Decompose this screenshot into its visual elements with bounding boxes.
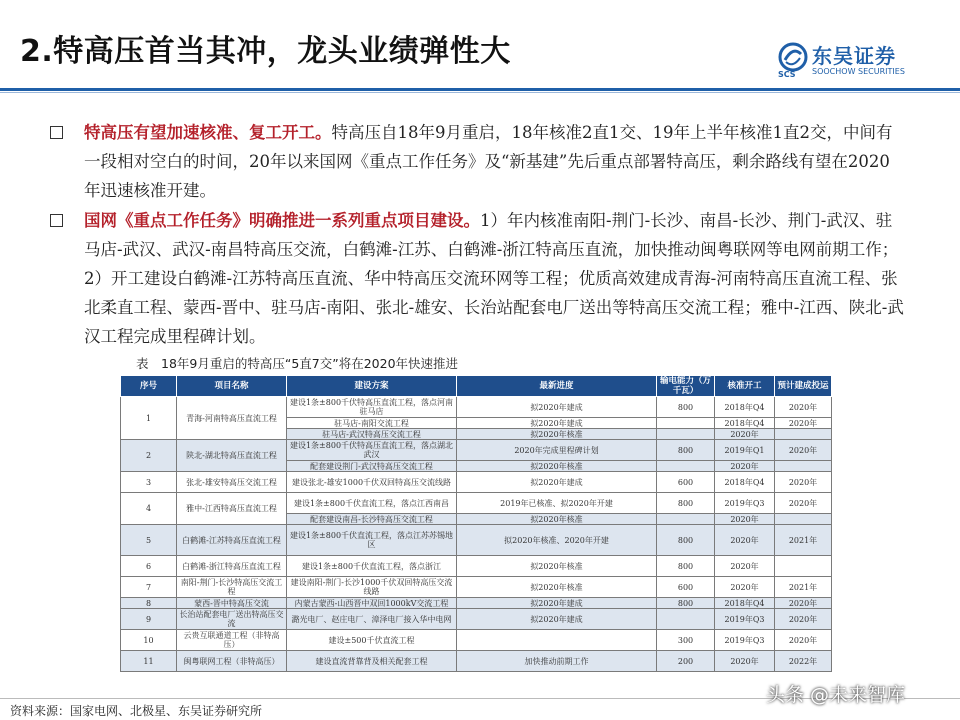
cell-finish [775,429,832,440]
cell-name: 长治站配套电厂送出特高压交流 [177,609,287,630]
table-row [121,556,832,577]
cell-cap [657,418,715,429]
cell-cap: 200 [657,651,715,672]
cell-no: 7 [121,577,177,598]
cell-name: 云贵互联通道工程（非特高压） [177,630,287,651]
table-header-row [121,376,832,397]
project-table [120,375,832,672]
cell-plan: 建设张北-雄安1000千伏双回特高压交流线路 [287,472,457,493]
cell-start: 2020年 [715,461,775,472]
cell-progress: 拟2020年建成 [457,609,657,630]
cell-plan: 内蒙古蒙西-山西晋中双回1000kV交流工程 [287,598,457,609]
cell-cap [657,461,715,472]
cell-progress: 拟2020年核准 [457,429,657,440]
cell-start: 2018年Q4 [715,418,775,429]
cell-finish: 2020年 [775,609,832,630]
cell-no: 1 [121,397,177,440]
cell-finish [775,514,832,525]
cell-plan: 建设1条±800千伏直流工程，落点江西南昌 [287,493,457,514]
col-header: 输电能力（万千瓦） [657,376,715,397]
cell-plan: 建设1条±800千伏特高压直流工程，落点河南驻马店 [287,397,457,418]
cell-plan: 建设±500千伏直流工程 [287,630,457,651]
cell-plan: 驻马店-武汉特高压交流工程 [287,429,457,440]
cell-finish: 2021年 [775,577,832,598]
cell-progress: 拟2020年核准 [457,514,657,525]
cell-finish: 2020年 [775,397,832,418]
cell-start: 2018年Q4 [715,472,775,493]
cell-plan: 建设1条±800千伏特高压直流工程，落点湖北武汉 [287,440,457,461]
cell-finish: 2020年 [775,472,832,493]
cell-cap: 800 [657,556,715,577]
bullet-paragraph-2 [84,206,904,351]
cell-no: 9 [121,609,177,630]
col-header: 项目名称 [177,376,287,397]
cell-start: 2020年 [715,514,775,525]
cell-cap [657,609,715,630]
table-row [121,397,832,418]
bullet-square-icon [50,214,63,227]
cell-plan: 建设南阳-荆门-长沙1000千伏双回特高压交流线路 [287,577,457,598]
cell-name: 张北-雄安特高压交流工程 [177,472,287,493]
watermark: 头条 @未来智库 [766,684,906,706]
cell-progress: 2019年已核准、拟2020年开建 [457,493,657,514]
brand-logo [778,40,918,84]
cell-name: 闽粤联网工程（非特高压） [177,651,287,672]
col-header: 最新进度 [457,376,657,397]
cell-name: 雅中-江西特高压直流工程 [177,493,287,525]
cell-finish [775,461,832,472]
cell-start: 2020年 [715,556,775,577]
cell-finish: 2020年 [775,418,832,429]
cell-progress: 拟2020年核准 [457,556,657,577]
cell-plan: 配套建设南昌-长沙特高压交流工程 [287,514,457,525]
cell-start: 2018年Q4 [715,397,775,418]
cell-start: 2019年Q3 [715,609,775,630]
table-caption: 表 18年9月重启的特高压“5直7交”将在2020年快速推进 [136,356,459,371]
table-row [121,630,832,651]
cell-no: 3 [121,472,177,493]
cell-name: 白鹤滩-江苏特高压直流工程 [177,525,287,556]
table-row [121,577,832,598]
cell-no: 5 [121,525,177,556]
cell-no: 6 [121,556,177,577]
col-header: 预计建成投运 [775,376,832,397]
cell-plan: 潞光电厂、赵庄电厂、漳泽电厂接入华中电网 [287,609,457,630]
cell-progress: 拟2020年建成 [457,418,657,429]
bullet-2-text: 1）年内核准南阳-荆门-长沙、南昌-长沙、荆门-武汉、驻马店-武汉、武汉-南昌特高压交流，白鹤滩-江苏、白鹤滩-浙江特高压直流，加快推动闽粤联网等电网前期工作；2）开工建设白鹤滩-江苏特高压直流、华中特高压交流环网等工程；优质高效建成青海-河南特高压直流工程、张北柔直工程、蒙西-晋中、驻马店-南阳、张北-雄安、长治站配套电厂送出等特高压交流工程；雅中-江西、陕北-武汉工程完成里程碑计划。 [84,211,904,346]
cell-cap: 800 [657,397,715,418]
cell-no: 4 [121,493,177,525]
cell-name: 南阳-荆门-长沙特高压交流工程 [177,577,287,598]
bullet-paragraph-1 [84,118,904,205]
cell-name: 陕北-湖北特高压直流工程 [177,440,287,472]
cell-no: 8 [121,598,177,609]
cell-cap: 800 [657,525,715,556]
cell-start: 2019年Q3 [715,493,775,514]
cell-progress: 拟2020年核准 [457,461,657,472]
cell-plan: 建设1条±800千伏直流工程，落点浙江 [287,556,457,577]
cell-cap: 800 [657,598,715,609]
cell-plan: 驻马店-南阳交流工程 [287,418,457,429]
table-row [121,525,832,556]
cell-progress: 拟2020年建成 [457,397,657,418]
table-row [121,493,832,514]
cell-progress: 加快推动前期工作 [457,651,657,672]
cell-no: 2 [121,440,177,472]
cell-finish [775,556,832,577]
cell-progress: 2020年完成里程碑计划 [457,440,657,461]
cell-start: 2019年Q1 [715,440,775,461]
cell-finish: 2020年 [775,630,832,651]
cell-name: 白鹤滩-浙江特高压直流工程 [177,556,287,577]
bullet-2-highlight: 国网《重点工作任务》明确推进一系列重点项目建设。 [84,211,480,230]
cell-cap: 800 [657,493,715,514]
col-header: 序号 [121,376,177,397]
cell-name: 蒙西-晋中特高压交流 [177,598,287,609]
cell-cap: 600 [657,577,715,598]
table-row [121,651,832,672]
bullet-1-highlight: 特高压有望加速核准、复工开工。 [84,123,332,142]
cell-finish: 2022年 [775,651,832,672]
page-title: 2.特高压首当其冲，龙头业绩弹性大 [20,34,511,69]
cell-plan: 配套建设荆门-武汉特高压交流工程 [287,461,457,472]
cell-start: 2020年 [715,577,775,598]
bullet-1-text: 特高压自18年9月重启，18年核准2直1交、19年上半年核准1直2交，中间有一段相对空白的时间，20年以来国网《重点工作任务》及“新基建”先后重点部署特高压，剩余路线有望在2020年迅速核准开建。 [84,123,893,200]
logo-mark-icon [778,42,808,72]
cell-progress: 拟2020年建成 [457,472,657,493]
cell-plan: 建设直流背靠背及相关配套工程 [287,651,457,672]
cell-finish: 2020年 [775,493,832,514]
cell-start: 2018年Q4 [715,598,775,609]
cell-start: 2019年Q3 [715,630,775,651]
cell-progress: 拟2020年核准 [457,577,657,598]
cell-finish: 2020年 [775,598,832,609]
cell-start: 2020年 [715,651,775,672]
cell-cap: 800 [657,440,715,461]
cell-progress: 拟2020年建成 [457,598,657,609]
source-note: 资料来源：国家电网、北极星、东吴证券研究所 [10,704,263,718]
cell-cap [657,429,715,440]
table-row [121,440,832,461]
cell-start: 2020年 [715,525,775,556]
cell-cap [657,514,715,525]
header-divider [0,88,960,91]
logo-abbr: SCS [778,70,796,79]
table-row [121,598,832,609]
col-header: 建设方案 [287,376,457,397]
table-row [121,609,832,630]
logo-text-en: SOOCHOW SECURITIES [812,67,905,76]
bullet-square-icon [50,126,63,139]
cell-name: 青海-河南特高压直流工程 [177,397,287,440]
cell-no: 10 [121,630,177,651]
cell-finish: 2021年 [775,525,832,556]
logo-text-cn: 东吴证券 [812,44,896,68]
header-divider-thin [0,92,960,93]
cell-plan: 建设1条±800千伏直流工程，落点江苏苏锡地区 [287,525,457,556]
cell-start: 2020年 [715,429,775,440]
table-row [121,472,832,493]
cell-progress: 拟2020年核准、2020年开建 [457,525,657,556]
cell-finish: 2020年 [775,440,832,461]
cell-cap: 600 [657,472,715,493]
cell-progress [457,630,657,651]
cell-no: 11 [121,651,177,672]
col-header: 核准开工 [715,376,775,397]
cell-cap: 300 [657,630,715,651]
